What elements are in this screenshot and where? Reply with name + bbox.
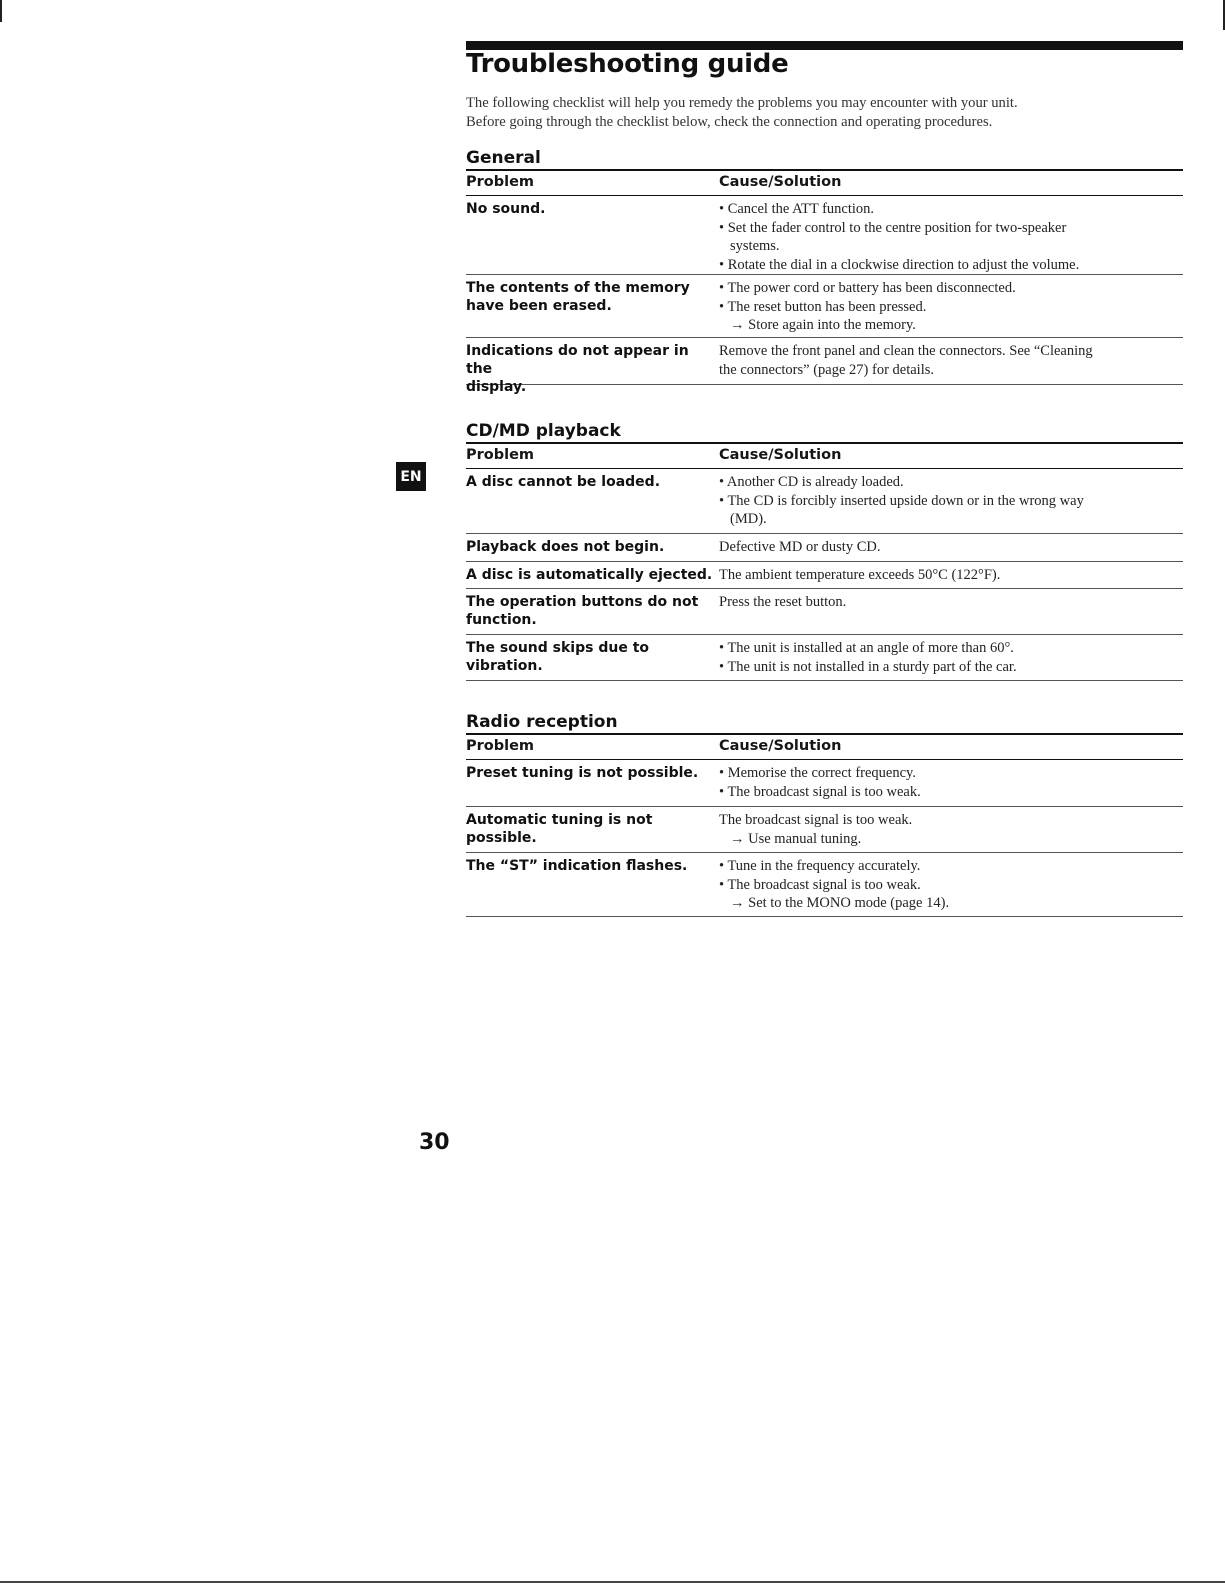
- problem-cell: [466, 473, 719, 533]
- scan-edge-left: [0, 0, 2, 22]
- header-problem: Problem: [466, 174, 535, 190]
- section-title: Radio reception: [466, 712, 618, 732]
- header-problem: Problem: [466, 447, 535, 463]
- table-row: [466, 338, 1183, 395]
- problem-cell: [466, 200, 719, 274]
- solution-cell: [719, 639, 1183, 680]
- language-tab: EN: [396, 462, 426, 491]
- solution-text: Remove the front panel and clean the connectors. See “Cleaning: [719, 343, 1093, 359]
- solution-text: the connectors” (page 27) for details.: [719, 361, 934, 378]
- problem-cell: [466, 538, 719, 561]
- solution-text: Press the reset button.: [719, 594, 847, 610]
- problem-cell: [466, 566, 719, 588]
- solution-cell: [719, 473, 1183, 533]
- header-solution: Cause/Solution: [719, 174, 842, 190]
- solution-cell: [719, 811, 1183, 852]
- table-header: [466, 171, 1183, 196]
- table-row: [466, 196, 1183, 275]
- solution-text: • The reset button has been pressed.: [719, 298, 927, 315]
- table-row: [466, 562, 1183, 589]
- solution-cell: [719, 279, 1183, 337]
- solution-text: • The CD is forcibly inserted upside down or in the wrong way: [719, 492, 1084, 509]
- header-problem: Problem: [466, 738, 535, 754]
- problem-text: Playback does not begin.: [466, 539, 665, 555]
- solution-text: → Set to the MONO mode (page 14).: [730, 895, 950, 911]
- table-row: [466, 589, 1183, 635]
- problem-text: display.: [466, 379, 527, 395]
- table-row: [466, 635, 1183, 681]
- troubleshooting-table: [466, 733, 1183, 917]
- problem-cell: [466, 342, 719, 395]
- problem-text: No sound.: [466, 201, 546, 217]
- solution-text: • The unit is not installed in a sturdy part of the car.: [719, 658, 1017, 675]
- solution-text: systems.: [730, 238, 780, 254]
- problem-cell: [466, 279, 719, 337]
- solution-text: • Cancel the ATT function.: [719, 201, 875, 217]
- solution-cell: [719, 566, 1183, 588]
- section-cd-md-playback: [466, 420, 1183, 681]
- solution-text: → Store again into the memory.: [730, 317, 916, 333]
- header-solution: Cause/Solution: [719, 447, 842, 463]
- table-row: [466, 534, 1183, 562]
- problem-text: The contents of the memory: [466, 280, 690, 296]
- table-header: [466, 444, 1183, 469]
- problem-cell: [466, 811, 719, 852]
- page-number: 30: [419, 1130, 450, 1155]
- table-row: [466, 853, 1183, 917]
- solution-text: • Tune in the frequency accurately.: [719, 858, 921, 874]
- problem-text: vibration.: [466, 658, 543, 674]
- solution-cell: [719, 538, 1183, 561]
- table-row: [466, 807, 1183, 853]
- problem-text: A disc cannot be loaded.: [466, 474, 661, 490]
- solution-cell: [719, 764, 1183, 806]
- intro-text: [466, 94, 1181, 132]
- problem-text: possible.: [466, 830, 537, 846]
- solution-cell: [719, 342, 1183, 384]
- solution-cell: [719, 857, 1183, 916]
- problem-text: The sound skips due to: [466, 640, 650, 656]
- troubleshooting-table: [466, 442, 1183, 681]
- header-solution: Cause/Solution: [719, 738, 842, 754]
- solution-cell: [719, 200, 1183, 274]
- section-radio-reception: [466, 711, 1183, 917]
- solution-text: • Memorise the correct frequency.: [719, 765, 916, 781]
- intro-line: Before going through the checklist below, check the connection and operating procedures.: [466, 114, 993, 130]
- table-row: [466, 275, 1183, 338]
- table-header: [466, 735, 1183, 760]
- problem-text: The operation buttons do not: [466, 594, 699, 610]
- intro-line: The following checklist will help you remedy the problems you may encounter with your unit.: [466, 95, 1018, 111]
- solution-text: The ambient temperature exceeds 50°C (122°F).: [719, 567, 1001, 583]
- solution-text: (MD).: [730, 511, 767, 527]
- solution-text: Defective MD or dusty CD.: [719, 539, 881, 555]
- problem-text: Indications do not appear in the: [466, 343, 689, 377]
- solution-text: • Rotate the dial in a clockwise direction to adjust the volume.: [719, 256, 1080, 273]
- page-title: Troubleshooting guide: [466, 49, 789, 79]
- problem-text: function.: [466, 612, 537, 628]
- solution-text: • The broadcast signal is too weak.: [719, 783, 921, 800]
- solution-text: • Set the fader control to the centre position for two-speaker: [719, 219, 1067, 236]
- problem-text: Preset tuning is not possible.: [466, 765, 699, 781]
- section-general: [466, 147, 1183, 395]
- problem-cell: [466, 639, 719, 680]
- solution-text: • The power cord or battery has been disconnected.: [719, 280, 1016, 296]
- problem-text: have been erased.: [466, 298, 612, 314]
- troubleshooting-table: [466, 169, 1183, 395]
- section-title: General: [466, 148, 541, 168]
- problem-cell: [466, 764, 719, 806]
- section-title: CD/MD playback: [466, 421, 621, 441]
- solution-text: • The broadcast signal is too weak.: [719, 876, 921, 893]
- solution-text: → Use manual tuning.: [730, 830, 862, 847]
- problem-cell: [466, 593, 719, 634]
- solution-cell: [719, 593, 1183, 634]
- solution-text: The broadcast signal is too weak.: [719, 812, 913, 828]
- table-row: [466, 469, 1183, 534]
- table-row: [466, 760, 1183, 807]
- problem-text: The “ST” indication flashes.: [466, 858, 688, 874]
- problem-text: Automatic tuning is not: [466, 812, 653, 828]
- problem-cell: [466, 857, 719, 916]
- solution-text: • Another CD is already loaded.: [719, 474, 904, 490]
- problem-text: A disc is automatically ejected.: [466, 567, 713, 583]
- solution-text: • The unit is installed at an angle of more than 60°.: [719, 640, 1014, 656]
